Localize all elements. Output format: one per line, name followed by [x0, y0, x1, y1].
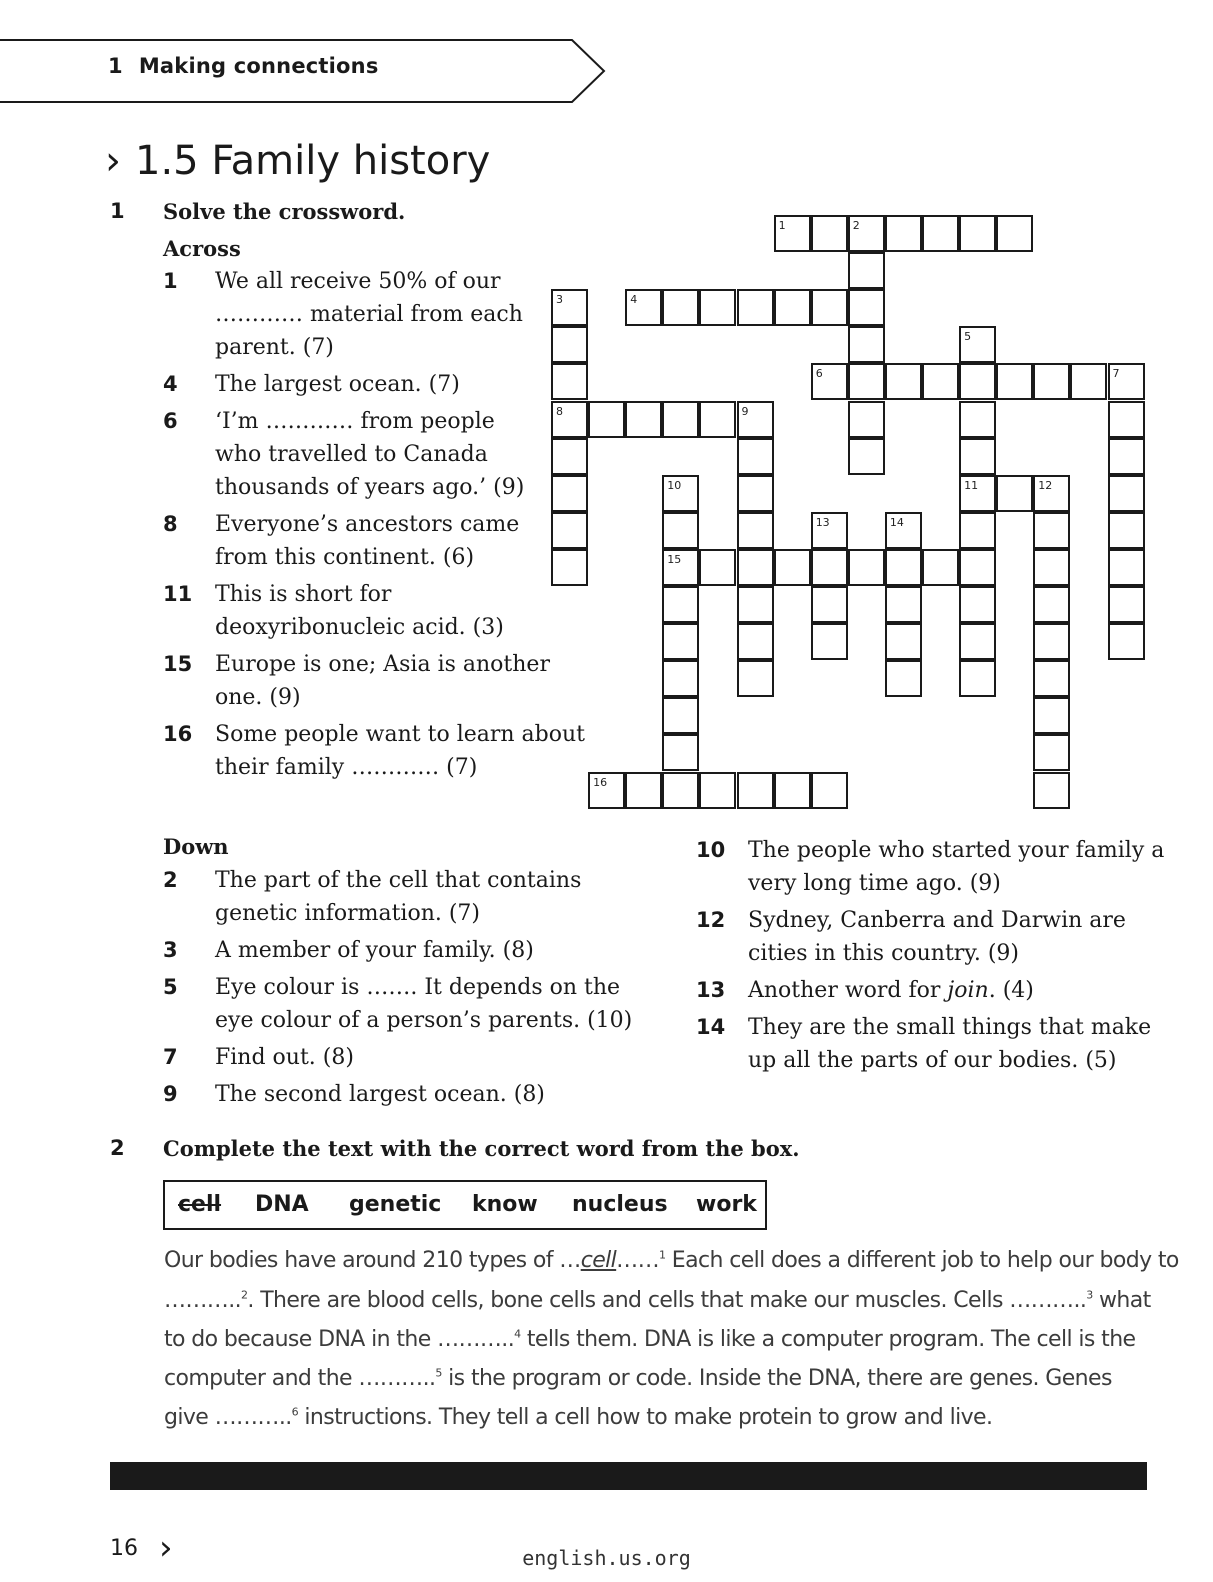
crossword-cell[interactable] — [848, 549, 885, 586]
crossword-cell[interactable] — [662, 697, 699, 734]
crossword-cell[interactable] — [959, 660, 996, 697]
crossword-cell[interactable] — [662, 660, 699, 697]
clue-text: A member of your family. (8) — [215, 938, 534, 963]
clue-text: Some people want to learn about their family ………… (7) — [215, 722, 586, 780]
crossword-cell[interactable] — [1070, 363, 1107, 400]
clue-number: 16 — [163, 722, 193, 746]
footer-bar — [110, 1462, 1147, 1490]
crossword-cell[interactable] — [885, 215, 922, 252]
crossword-cell[interactable] — [885, 623, 922, 660]
crossword-cell[interactable] — [1108, 623, 1145, 660]
crossword-cell[interactable] — [551, 475, 588, 512]
crossword-cell[interactable] — [1033, 549, 1070, 586]
crossword-cell[interactable] — [996, 475, 1033, 512]
crossword-cell[interactable] — [699, 289, 736, 326]
page-chevron-icon: › — [159, 1528, 173, 1568]
crossword-cell[interactable] — [662, 623, 699, 660]
page-number-value: 16 — [110, 1536, 138, 1561]
crossword-number: 14 — [889, 515, 904, 529]
crossword-cell[interactable] — [885, 586, 922, 623]
crossword-cell[interactable] — [662, 289, 699, 326]
crossword-cell[interactable] — [811, 586, 848, 623]
clue-number: 12 — [696, 908, 726, 932]
crossword-cell[interactable] — [625, 401, 662, 438]
crossword-number: 5 — [964, 330, 972, 344]
crossword-number: 7 — [1112, 367, 1120, 381]
crossword-cell[interactable] — [551, 289, 588, 326]
crossword-cell[interactable] — [885, 512, 922, 549]
clue-number: 4 — [163, 372, 178, 396]
crossword-cell[interactable] — [625, 289, 662, 326]
crossword-cell[interactable] — [737, 772, 774, 809]
crossword-cell[interactable] — [737, 586, 774, 623]
crossword-cell[interactable] — [737, 438, 774, 475]
text-line: give ………..$^6$ instructions. They tell a cell how to make protein to grow and live. — [164, 1405, 993, 1430]
word-box-item: DNA — [255, 1192, 309, 1217]
crossword-cell[interactable] — [811, 215, 848, 252]
crossword-cell[interactable] — [811, 363, 848, 400]
clue-number: 1 — [163, 269, 178, 293]
chapter-name: Making connections — [138, 54, 379, 78]
exercise-2-number: 2 — [110, 1136, 125, 1160]
text-line: ………..$^2$. There are blood cells, bone cells and cells that make our muscles. Cells ………..$^3$ what — [164, 1288, 1151, 1313]
word-box — [163, 1180, 767, 1230]
text-line: to do because DNA in the ………..$^4$ tells them. DNA is like a computer program. The cell is the — [164, 1327, 1136, 1352]
clue-number: 6 — [163, 409, 178, 433]
clue-number: 8 — [163, 512, 178, 536]
crossword-cell[interactable] — [551, 363, 588, 400]
clue-number: 5 — [163, 975, 178, 999]
crossword-cell[interactable] — [959, 363, 996, 400]
crossword-cell[interactable] — [774, 772, 811, 809]
word-box-item: nucleus — [572, 1192, 668, 1217]
crossword-cell[interactable] — [551, 438, 588, 475]
crossword-cell[interactable] — [1108, 512, 1145, 549]
clue-text: This is short for deoxyribonucleic acid. (3) — [215, 582, 504, 640]
crossword-cell[interactable] — [959, 586, 996, 623]
clue-text: The people who started your family a very long time ago. (9) — [748, 838, 1165, 896]
clue-number: 9 — [163, 1082, 178, 1106]
crossword-cell[interactable] — [848, 401, 885, 438]
clue-number: 10 — [696, 838, 726, 862]
crossword-number: 15 — [667, 552, 682, 566]
section-title: 1.5 Family history — [135, 138, 491, 184]
crossword-cell[interactable] — [737, 475, 774, 512]
word-box-item: genetic — [349, 1192, 442, 1217]
crossword-cell[interactable] — [1033, 734, 1070, 771]
exercise-2-instruction: Complete the text with the correct word from the box. — [163, 1136, 800, 1161]
crossword-cell[interactable] — [959, 623, 996, 660]
crossword-cell[interactable] — [885, 660, 922, 697]
chapter-number: 1 — [108, 54, 123, 78]
crossword-cell[interactable] — [737, 401, 774, 438]
clue-text: ‘I’m ………… from people who travelled to Canada thousands of years ago.’ (9) — [215, 409, 525, 500]
crossword-cell[interactable] — [774, 549, 811, 586]
crossword-cell[interactable] — [737, 289, 774, 326]
crossword-cell[interactable] — [959, 438, 996, 475]
crossword-cell[interactable] — [737, 660, 774, 697]
exercise-1-instruction: Solve the crossword. — [163, 199, 406, 224]
crossword-cell[interactable] — [959, 512, 996, 549]
across-title: Across — [163, 236, 241, 261]
crossword-cell[interactable] — [699, 549, 736, 586]
crossword-cell[interactable] — [699, 401, 736, 438]
clue-number: 11 — [163, 582, 193, 606]
crossword-number: 6 — [815, 367, 823, 381]
crossword-cell[interactable] — [774, 215, 811, 252]
clue-number: 15 — [163, 652, 193, 676]
clue-text: Find out. (8) — [215, 1045, 354, 1070]
crossword-cell[interactable] — [1033, 623, 1070, 660]
gap-number: 5 — [435, 1366, 442, 1380]
chapter-title — [108, 54, 379, 78]
crossword-cell[interactable] — [959, 549, 996, 586]
crossword-cell[interactable] — [662, 549, 699, 586]
crossword-cell[interactable] — [848, 215, 885, 252]
gap-number: 1 — [658, 1248, 666, 1262]
text-line: Our bodies have around 210 types of …cell……$^1$ Each cell does a different job to help our body to — [164, 1248, 1179, 1273]
crossword-cell[interactable] — [959, 326, 996, 363]
crossword-cell[interactable] — [1108, 586, 1145, 623]
crossword-cell[interactable] — [1108, 475, 1145, 512]
crossword-cell[interactable] — [1033, 586, 1070, 623]
chevron-right-icon: › — [105, 138, 121, 184]
clue-text: The largest ocean. (7) — [215, 372, 460, 397]
crossword-cell[interactable] — [811, 772, 848, 809]
crossword-cell[interactable] — [737, 623, 774, 660]
crossword-cell[interactable] — [1033, 697, 1070, 734]
down-title: Down — [163, 834, 229, 859]
crossword-cell[interactable] — [1033, 660, 1070, 697]
crossword-cell[interactable] — [662, 772, 699, 809]
crossword-cell[interactable] — [551, 326, 588, 363]
clue-text: Europe is one; Asia is another one. (9) — [215, 652, 550, 710]
crossword-cell[interactable] — [1108, 401, 1145, 438]
crossword-number: 13 — [815, 515, 830, 529]
crossword-cell[interactable] — [848, 363, 885, 400]
exercise-1-number: 1 — [110, 199, 125, 223]
crossword-cell[interactable] — [811, 549, 848, 586]
crossword-cell[interactable] — [737, 549, 774, 586]
crossword-cell[interactable] — [848, 438, 885, 475]
crossword-cell[interactable] — [662, 512, 699, 549]
gap-number: 4 — [514, 1327, 521, 1341]
gap-number: 2 — [241, 1288, 248, 1302]
crossword-cell[interactable] — [922, 549, 959, 586]
clue-text: Eye colour is ……. It depends on the eye colour of a person’s parents. (10) — [215, 975, 633, 1033]
crossword-number: 9 — [741, 404, 749, 418]
clue-number: 7 — [163, 1045, 178, 1069]
crossword-cell[interactable] — [699, 772, 736, 809]
clue-text: Sydney, Canberra and Darwin are cities in this country. (9) — [748, 908, 1126, 966]
example-answer: cell — [580, 1248, 617, 1273]
crossword-cell[interactable] — [588, 772, 625, 809]
crossword-cell[interactable] — [551, 512, 588, 549]
crossword-cell[interactable] — [848, 326, 885, 363]
section-heading — [105, 138, 490, 184]
crossword-number: 3 — [556, 293, 563, 307]
crossword-cell[interactable] — [885, 363, 922, 400]
crossword-cell[interactable] — [1108, 363, 1145, 400]
gap-number: 6 — [291, 1405, 299, 1419]
crossword-cell[interactable] — [662, 586, 699, 623]
crossword-number: 16 — [593, 775, 608, 789]
crossword-cell[interactable] — [811, 289, 848, 326]
clue-text: Another word for join. (4) — [748, 978, 1034, 1003]
crossword-cell[interactable] — [996, 363, 1033, 400]
crossword-number: 10 — [667, 478, 682, 492]
crossword-cell[interactable] — [811, 623, 848, 660]
crossword-cell[interactable] — [551, 549, 588, 586]
crossword-cell[interactable] — [774, 289, 811, 326]
crossword-cell[interactable] — [959, 401, 996, 438]
clue-text: The second largest ocean. (8) — [215, 1082, 545, 1107]
clue-text: Everyone’s ancestors came from this continent. (6) — [215, 512, 520, 570]
crossword-cell[interactable] — [959, 475, 996, 512]
crossword-number: 1 — [778, 219, 786, 232]
crossword-cell[interactable] — [1033, 475, 1070, 512]
crossword-number: 12 — [1038, 478, 1053, 492]
gap-number: 3 — [1086, 1288, 1093, 1302]
crossword-cell[interactable] — [848, 289, 885, 326]
clue-text: They are the small things that make up all the parts of our bodies. (5) — [748, 1015, 1152, 1073]
crossword-cell[interactable] — [996, 215, 1033, 252]
crossword-number: 11 — [964, 478, 979, 492]
crossword-cell[interactable] — [662, 401, 699, 438]
crossword-number: 4 — [630, 293, 638, 307]
crossword-cell[interactable] — [922, 215, 959, 252]
text-line: computer and the ………..$^5$ is the program or code. Inside the DNA, there are genes. Genes — [164, 1366, 1112, 1391]
word-box-item: know — [472, 1192, 538, 1217]
crossword-cell[interactable] — [959, 215, 996, 252]
crossword-number: 8 — [556, 404, 563, 418]
clue-number: 13 — [696, 978, 726, 1002]
site-watermark: english.us.org — [522, 1546, 691, 1570]
word-box-item: cell — [178, 1192, 222, 1217]
clue-number: 3 — [163, 938, 178, 962]
crossword-cell[interactable] — [625, 772, 662, 809]
crossword-cell[interactable] — [1033, 512, 1070, 549]
crossword-cell[interactable] — [811, 512, 848, 549]
word-box-item: work — [696, 1192, 757, 1217]
crossword-cell[interactable] — [1108, 549, 1145, 586]
crossword-cell[interactable] — [662, 734, 699, 771]
crossword-cell[interactable] — [1033, 772, 1070, 809]
crossword-cell[interactable] — [737, 512, 774, 549]
clue-number: 14 — [696, 1015, 726, 1039]
clue-text: We all receive 50% of our ………… material from each parent. (7) — [215, 269, 523, 360]
crossword-cell[interactable] — [662, 475, 699, 512]
crossword-cell[interactable] — [885, 549, 922, 586]
crossword-cell[interactable] — [551, 401, 588, 438]
crossword-cell[interactable] — [588, 401, 625, 438]
clue-number: 2 — [163, 868, 178, 892]
clue-text: The part of the cell that contains genetic information. (7) — [215, 868, 582, 926]
crossword-cell[interactable] — [848, 252, 885, 289]
crossword-cell[interactable] — [1033, 363, 1070, 400]
crossword-cell[interactable] — [922, 363, 959, 400]
crossword-cell[interactable] — [1108, 438, 1145, 475]
crossword-number: 2 — [852, 219, 860, 232]
